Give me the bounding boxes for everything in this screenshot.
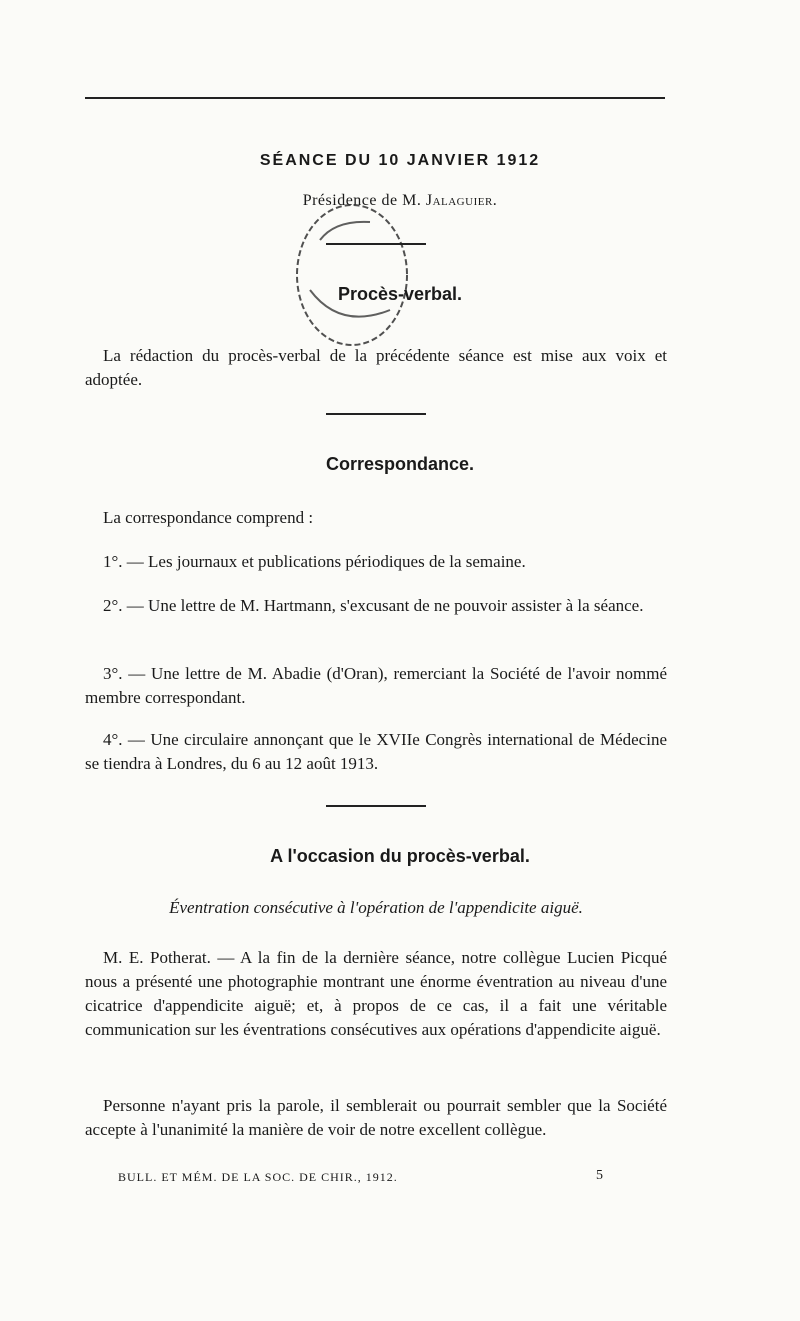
president-name: Jalaguier. bbox=[425, 192, 498, 209]
occasion-paragraph: M. E. Potherat. — A la fin de la dernière séance, notre collègue Lucien Picqué nous a présenté une photographie montrant une énorme éventration au niveau d'une cicatrice d'appendicite aiguë; et, à propos de ce cas, il a fait une véritable communication sur les éventrations consécutives aux opérations d'appendicite aiguë. bbox=[85, 948, 667, 1039]
top-rule bbox=[85, 97, 665, 99]
correspondance-heading: Correspondance. bbox=[325, 454, 475, 474]
proces-verbal-text: La rédaction du procès-verbal de la précédente séance est mise aux voix et adoptée. bbox=[85, 346, 667, 389]
library-stamp-icon bbox=[280, 180, 420, 350]
correspondance-item: 1°. — Les journaux et publications périodiques de la semaine. bbox=[103, 552, 526, 571]
occasion-heading: A l'occasion du procès-verbal. bbox=[270, 846, 530, 866]
correspondance-item: 4°. — Une circulaire annonçant que le XVIIe Congrès international de Médecine se tiendra à Londres, du 6 au 12 août 1913. bbox=[85, 730, 667, 773]
page-number: 5 bbox=[596, 1168, 603, 1183]
proces-verbal-heading: Procès-verbal. bbox=[337, 284, 463, 304]
seance-title: SÉANCE DU 10 JANVIER 1912 bbox=[259, 152, 541, 169]
correspondance-intro: La correspondance comprend : bbox=[103, 508, 314, 527]
occasion-paragraph: Personne n'ayant pris la parole, il semblerait ou pourrait sembler que la Société accepte à l'unanimité la manière de voir de notre excellent collègue. bbox=[85, 1096, 667, 1139]
section-rule bbox=[326, 243, 426, 245]
footer-journal: BULL. ET MÉM. DE LA SOC. DE CHIR., 1912. bbox=[118, 1170, 398, 1184]
section-rule bbox=[326, 805, 426, 807]
correspondance-item: 3°. — Une lettre de M. Abadie (d'Oran), remerciant la Société de l'avoir nommé membre correspondant. bbox=[85, 664, 667, 707]
correspondance-item: 2°. — Une lettre de M. Hartmann, s'excusant de ne pouvoir assister à la séance. bbox=[103, 596, 644, 615]
occasion-subtitle: Éventration consécutive à l'opération de l'appendicite aiguë. bbox=[169, 898, 583, 917]
section-rule bbox=[326, 413, 426, 415]
presidence-prefix: Présidence de M. bbox=[302, 192, 422, 209]
